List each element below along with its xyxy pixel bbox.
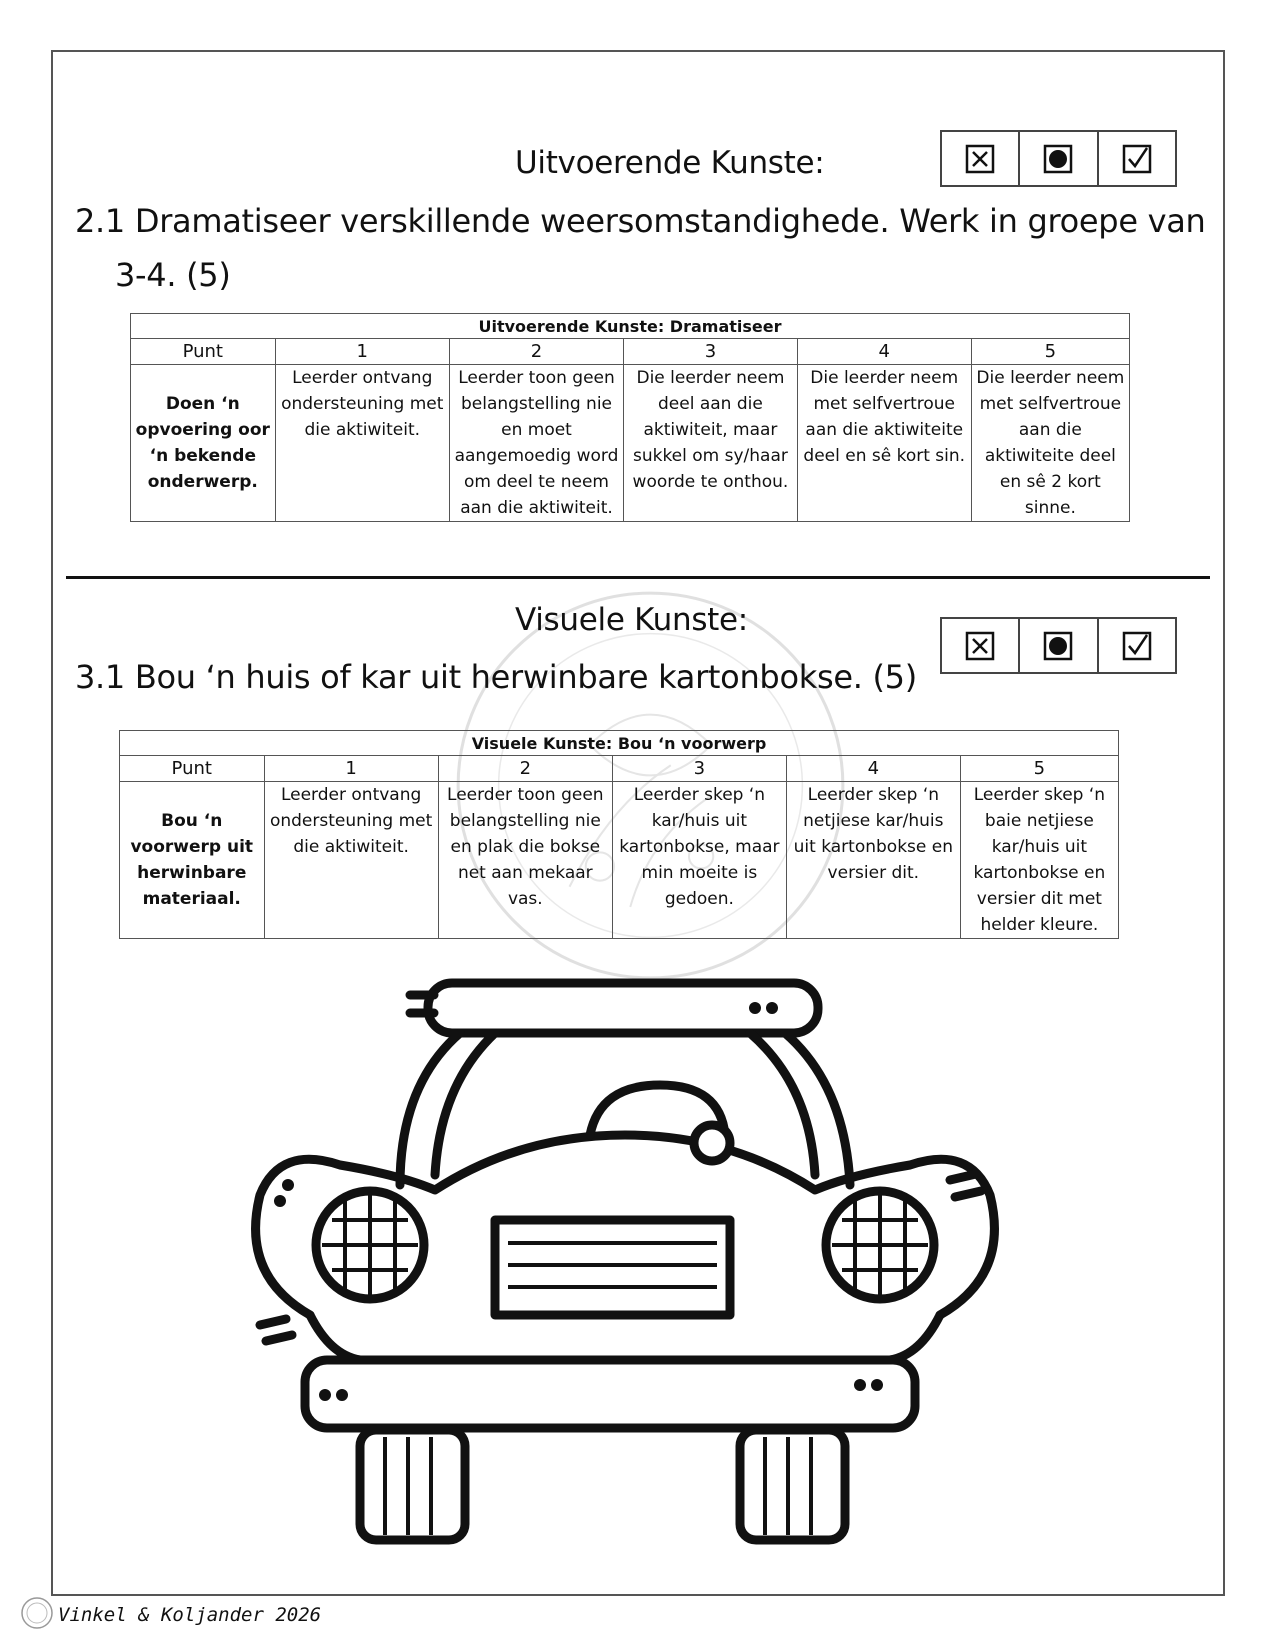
footer-logo-icon xyxy=(20,1596,54,1630)
rubric-header-2: 2 xyxy=(449,339,623,365)
filled-circle-cell xyxy=(1020,619,1098,672)
cross-box-cell xyxy=(942,132,1020,185)
rubric-header-4: 4 xyxy=(797,339,971,365)
rubric-level-2: Leerder toon geen belangstelling nie en moet aangemoedig word om deel te neem aan die aktiwiteit. xyxy=(449,365,623,522)
rubric-criterion: Doen ‘n opvoering oor ‘n bekende onderwerp. xyxy=(131,365,276,522)
cross-box-cell xyxy=(942,619,1020,672)
rubric-header-5: 5 xyxy=(960,756,1118,782)
checkmark-cell xyxy=(1099,132,1175,185)
rubric-level-3: Leerder skep ‘n kar/huis uit kartonbokse, maar min moeite is gedoen. xyxy=(612,782,786,939)
question-2-1-line2: 3-4. (5) xyxy=(115,256,231,294)
rubric-table-build xyxy=(119,730,1119,939)
rubric-level-2: Leerder toon geen belangstelling nie en plak die bokse net aan mekaar vas. xyxy=(438,782,612,939)
rubric-table-dramatise xyxy=(130,313,1130,522)
rubric-header-4: 4 xyxy=(786,756,960,782)
rubric-header-3: 3 xyxy=(612,756,786,782)
section-divider xyxy=(66,576,1210,579)
rubric-level-3: Die leerder neem deel aan die aktiwiteit, maar sukkel om sy/haar woorde te onthou. xyxy=(624,365,798,522)
rubric-header-1: 1 xyxy=(275,339,449,365)
assessment-box xyxy=(940,130,1177,187)
filled-circle-icon xyxy=(1043,144,1073,174)
checkmark-cell xyxy=(1099,619,1175,672)
filled-circle-icon xyxy=(1043,631,1073,661)
question-3-1 xyxy=(75,650,917,704)
rubric-level-1: Leerder ontvang ondersteuning met die aktiwiteit. xyxy=(264,782,438,939)
cross-box-icon xyxy=(965,631,995,661)
car-illustration-icon xyxy=(250,975,1030,1545)
rubric-level-5: Leerder skep ‘n baie netjiese kar/huis uit kartonbokse en versier dit met helder kleure. xyxy=(960,782,1118,939)
rubric-header-1: 1 xyxy=(264,756,438,782)
rubric-header-punt: Punt xyxy=(120,756,265,782)
rubric-level-4: Leerder skep ‘n netjiese kar/huis uit kartonbokse en versier dit. xyxy=(786,782,960,939)
rubric-header-punt: Punt xyxy=(131,339,276,365)
section-heading-visual-arts: Visuele Kunste: xyxy=(515,602,748,638)
rubric-criterion: Bou ‘n voorwerp uit herwinbare materiaal. xyxy=(120,782,265,939)
rubric-level-5: Die leerder neem met selfvertroue aan die aktiwiteite deel en sê 2 kort sinne. xyxy=(971,365,1129,522)
question-2-1 xyxy=(75,194,1206,302)
rubric-level-1: Leerder ontvang ondersteuning met die aktiwiteit. xyxy=(275,365,449,522)
rubric-title: Visuele Kunste: Bou ‘n voorwerp xyxy=(120,731,1119,756)
question-3-1-line1: 3.1 Bou ‘n huis of kar uit herwinbare kartonbokse. (5) xyxy=(75,658,917,696)
rubric-header-2: 2 xyxy=(438,756,612,782)
rubric-level-4: Die leerder neem met selfvertroue aan die aktiwiteite deel en sê kort sin. xyxy=(797,365,971,522)
cross-box-icon xyxy=(965,144,995,174)
checkmark-icon xyxy=(1122,631,1152,661)
rubric-title: Uitvoerende Kunste: Dramatiseer xyxy=(131,314,1130,339)
section-heading-performing-arts: Uitvoerende Kunste: xyxy=(515,145,825,181)
footer-credit: Vinkel & Koljander 2026 xyxy=(58,1604,322,1626)
filled-circle-cell xyxy=(1020,132,1098,185)
question-2-1-line1: 2.1 Dramatiseer verskillende weersomstandighede. Werk in groepe van xyxy=(75,202,1206,240)
rubric-header-5: 5 xyxy=(971,339,1129,365)
rubric-header-3: 3 xyxy=(624,339,798,365)
assessment-box xyxy=(940,617,1177,674)
checkmark-icon xyxy=(1122,144,1152,174)
